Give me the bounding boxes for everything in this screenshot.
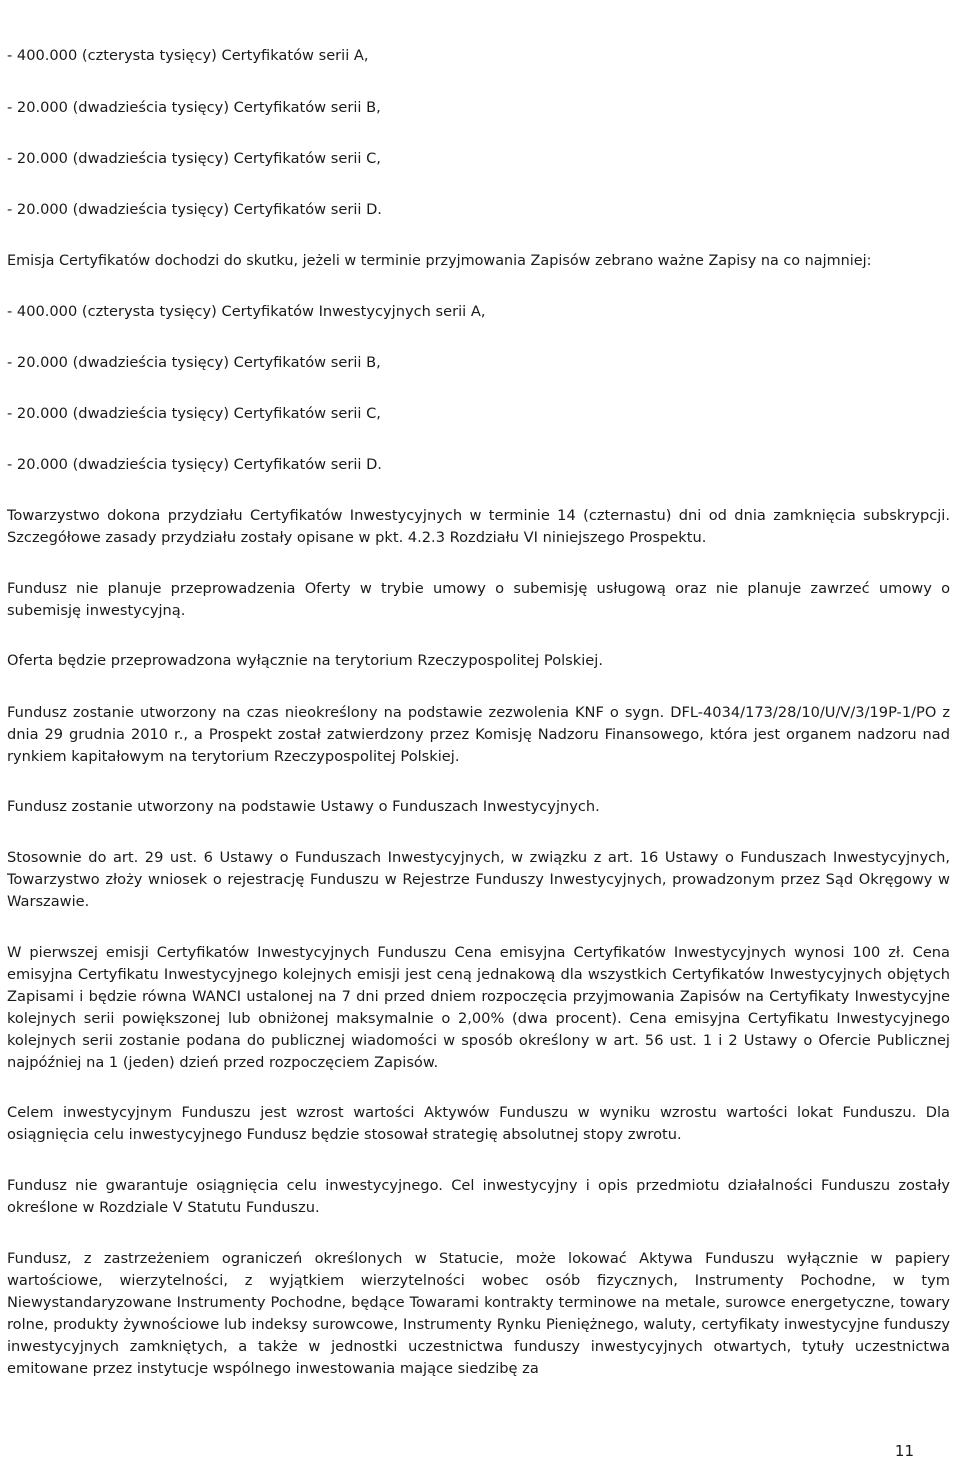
paragraph-knf-permit: Fundusz zostanie utworzony na czas nieokreślony na podstawie zezwolenia KNF o sygn. DFL-4034/173/28/10/U/V/3/19P-1/PO z dnia 29 grudnia 2010 r., a Prospekt został zatwierdzony przez Komisję Nadzoru Finansowego, która jest organem nadzoru nad rynkiem kapitałowym na terytorium Rzeczypospolitej Polskiej.	[7, 704, 950, 765]
list-b-item-4: - 20.000 (dwadzieścia tysięcy) Certyfikatów serii D.	[7, 456, 382, 473]
list-a-item-4: - 20.000 (dwadzieścia tysięcy) Certyfikatów serii D.	[7, 201, 382, 218]
paragraph-allocation: Towarzystwo dokona przydziału Certyfikatów Inwestycyjnych w terminie 14 (czternastu) dni od dnia zamknięcia subskrypcji. Szczegółowe zasady przydziału zostały opisane w pkt. 4.2.3 Rozdziału VI niniejszego Prospektu.	[7, 507, 950, 546]
paragraph-investment-goal: Celem inwestycyjnym Funduszu jest wzrost wartości Aktywów Funduszu w wyniku wzrostu wartości lokat Funduszu. Dla osiągnięcia celu inwestycyjnego Fundusz będzie stosował strategię absolutnej stopy zwrotu.	[7, 1104, 950, 1143]
paragraph-legal-basis: Fundusz zostanie utworzony na podstawie Ustawy o Funduszach Inwestycyjnych.	[7, 798, 600, 815]
emission-condition: Emisja Certyfikatów dochodzi do skutku, jeżeli w terminie przyjmowania Zapisów zebrano ważne Zapisy na co najmniej:	[7, 253, 872, 269]
paragraph-registration: Stosownie do art. 29 ust. 6 Ustawy o Funduszach Inwestycyjnych, w związku z art. 16 Ustawy o Funduszach Inwestycyjnych, Towarzystwo złoży wniosek o rejestrację Funduszu w Rejestrze Funduszy Inwestycyjnych, prowadzonym przez Sąd Okręgowy w Warszawie.	[7, 849, 950, 910]
list-b-item-3: - 20.000 (dwadzieścia tysięcy) Certyfikatów serii C,	[7, 405, 381, 422]
paragraph-territory: Oferta będzie przeprowadzona wyłącznie na terytorium Rzeczypospolitej Polskiej.	[7, 652, 603, 669]
paragraph-issue-price: W pierwszej emisji Certyfikatów Inwestycyjnych Funduszu Cena emisyjna Certyfikatów Inwestycyjnych wynosi 100 zł. Cena emisyjna Certyfikatu Inwestycyjnego kolejnych emisji jest ceną jednakową dla wszystkich Certyfikatów Inwestycyjnych objętych Zapisami i będzie równa WANCI ustalonej na 7 dni przed dniem rozpoczęcia przyjmowania Zapisów na Certyfikaty Inwestycyjne kolejnych serii powiększonej lub obniżonej maksymalnie o 2,00% (dwa procent). Cena emisyjna Certyfikatu Inwestycyjnego kolejnych serii zostanie podana do publicznej wiadomości w sposób określony w art. 56 ust. 1 i 2 Ustawy o Ofercie Publicznej najpóźniej na 1 (jeden) dzień przed rozpoczęciem Zapisów.	[7, 944, 950, 1071]
page-number: 11	[894, 1442, 914, 1460]
paragraph-subemission: Fundusz nie planuje przeprowadzenia Oferty w trybie umowy o subemisję usługową oraz nie planuje zawrzeć umowy o subemisję inwestycyjną.	[7, 580, 950, 619]
paragraph-no-guarantee: Fundusz nie gwarantuje osiągnięcia celu inwestycyjnego. Cel inwestycyjny i opis przedmiotu działalności Funduszu zostały określone w Rozdziale V Statutu Funduszu.	[7, 1177, 950, 1216]
list-a-item-2: - 20.000 (dwadzieścia tysięcy) Certyfikatów serii B,	[7, 99, 381, 116]
list-b-item-1: - 400.000 (czterysta tysięcy) Certyfikatów Inwestycyjnych serii A,	[7, 303, 486, 320]
list-a-item-1: - 400.000 (czterysta tysięcy) Certyfikatów serii A,	[7, 47, 369, 64]
list-a-item-3: - 20.000 (dwadzieścia tysięcy) Certyfikatów serii C,	[7, 150, 381, 167]
paragraph-asset-allocation: Fundusz, z zastrzeżeniem ograniczeń określonych w Statucie, może lokować Aktywa Funduszu wyłącznie w papiery wartościowe, wierzytelności, z wyjątkiem wierzytelności wobec osób fizycznych, Instrumenty Pochodne, w tym Niewystandaryzowane Instrumenty Pochodne, będące Towarami kontrakty terminowe na metale, surowce energetyczne, towary rolne, produkty żywnościowe lub indeksy surowcowe, Instrumenty Rynku Pieniężnego, waluty, certyfikaty inwestycyjne funduszy inwestycyjnych zamkniętych, a także w jednostki uczestnictwa funduszy inwestycyjnych otwartych, tytuły uczestnictwa emitowane przez instytucje wspólnego inwestowania mające siedzibę za	[7, 1250, 950, 1377]
list-b-item-2: - 20.000 (dwadzieścia tysięcy) Certyfikatów serii B,	[7, 354, 381, 371]
